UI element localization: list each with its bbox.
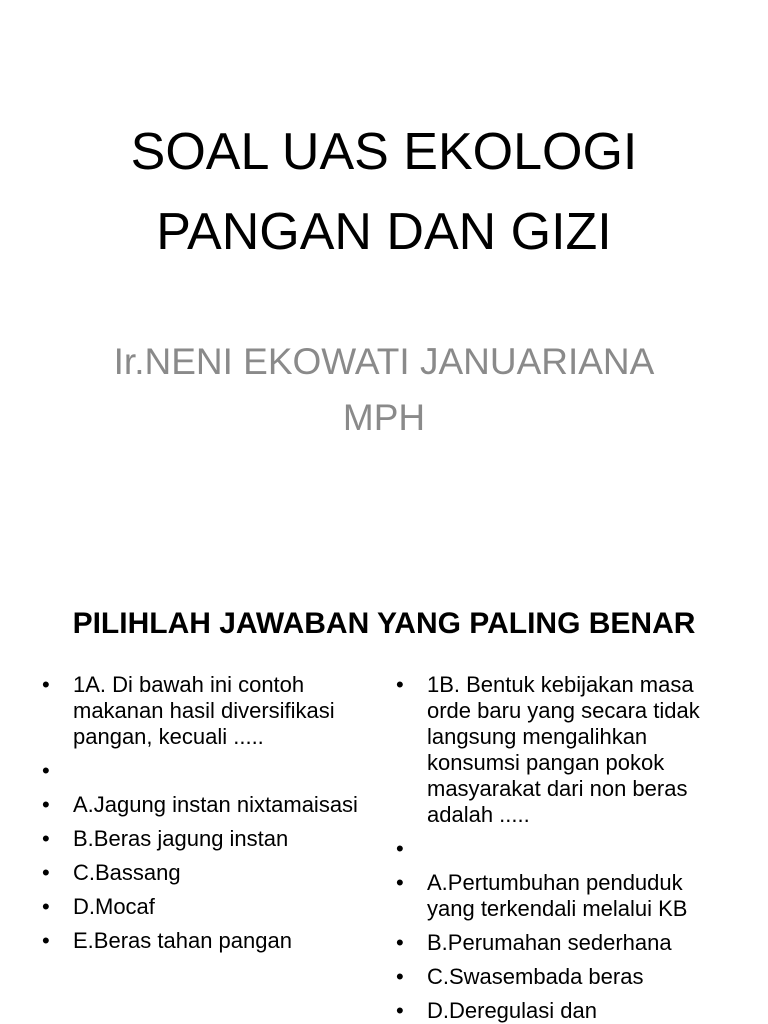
list-item-text: C.Bassang xyxy=(73,860,181,885)
list-item xyxy=(40,860,360,886)
list-item-text: E.Beras tahan pangan xyxy=(73,928,292,953)
bullet-icon: • xyxy=(42,894,50,919)
slide-title-line-2: PANGAN DAN GIZI xyxy=(156,203,612,261)
list-item-text: A.Jagung instan nixtamaisasi xyxy=(73,792,358,817)
list-item xyxy=(40,894,360,920)
list-item xyxy=(40,672,360,750)
bullet-icon: • xyxy=(396,930,404,955)
bullet-icon: • xyxy=(396,672,404,697)
list-item xyxy=(394,672,734,828)
instruction-heading: PILIHLAH JAWABAN YANG PALING BENAR xyxy=(72,607,696,640)
question-slide xyxy=(0,576,768,1024)
bullet-icon: • xyxy=(42,928,50,953)
bullet-icon: • xyxy=(42,758,50,783)
bullet-icon: • xyxy=(42,826,50,851)
bullet-icon: • xyxy=(396,836,404,861)
list-item-text: 1A. Di bawah ini contoh makanan hasil diversifikasi pangan, kecuali ..... xyxy=(73,672,335,749)
list-item-text: B.Beras jagung instan xyxy=(73,826,289,851)
bullet-icon: • xyxy=(396,870,404,895)
bullet-icon: • xyxy=(396,998,404,1023)
list-item xyxy=(40,826,360,852)
list-item-text: 1B. Bentuk kebijakan masa orde baru yang secara tidak langsung mengalihkan konsumsi pangan pokok masyarakat dari non beras adalah ..... xyxy=(427,672,700,827)
list-item-text: D.Deregulasi dan xyxy=(427,998,597,1023)
slide-subtitle xyxy=(60,334,708,446)
bullet-icon: • xyxy=(42,860,50,885)
right-question-list xyxy=(394,672,734,1024)
left-question-list xyxy=(40,672,360,962)
list-item xyxy=(40,792,360,818)
slide-subtitle-line-1: Ir.NENI EKOWATI JANUARIANA xyxy=(113,341,655,382)
list-item-text: A.Pertumbuhan penduduk yang terkendali melalui KB xyxy=(427,870,688,921)
list-item-text: D.Mocaf xyxy=(73,894,155,919)
slide-title-line-1: SOAL UAS EKOLOGI xyxy=(130,123,638,181)
bullet-icon: • xyxy=(42,672,50,697)
list-item xyxy=(394,836,734,862)
slide-title xyxy=(40,112,728,272)
list-item xyxy=(394,964,734,990)
list-item xyxy=(394,870,734,922)
list-item-text: C.Swasembada beras xyxy=(427,964,644,989)
bullet-icon: • xyxy=(42,792,50,817)
list-item xyxy=(394,930,734,956)
list-item xyxy=(394,998,734,1024)
bullet-icon: • xyxy=(396,964,404,989)
list-item xyxy=(40,928,360,954)
slide-subtitle-line-2: MPH xyxy=(342,397,426,438)
list-item xyxy=(40,758,360,784)
list-item-text: B.Perumahan sederhana xyxy=(427,930,672,955)
